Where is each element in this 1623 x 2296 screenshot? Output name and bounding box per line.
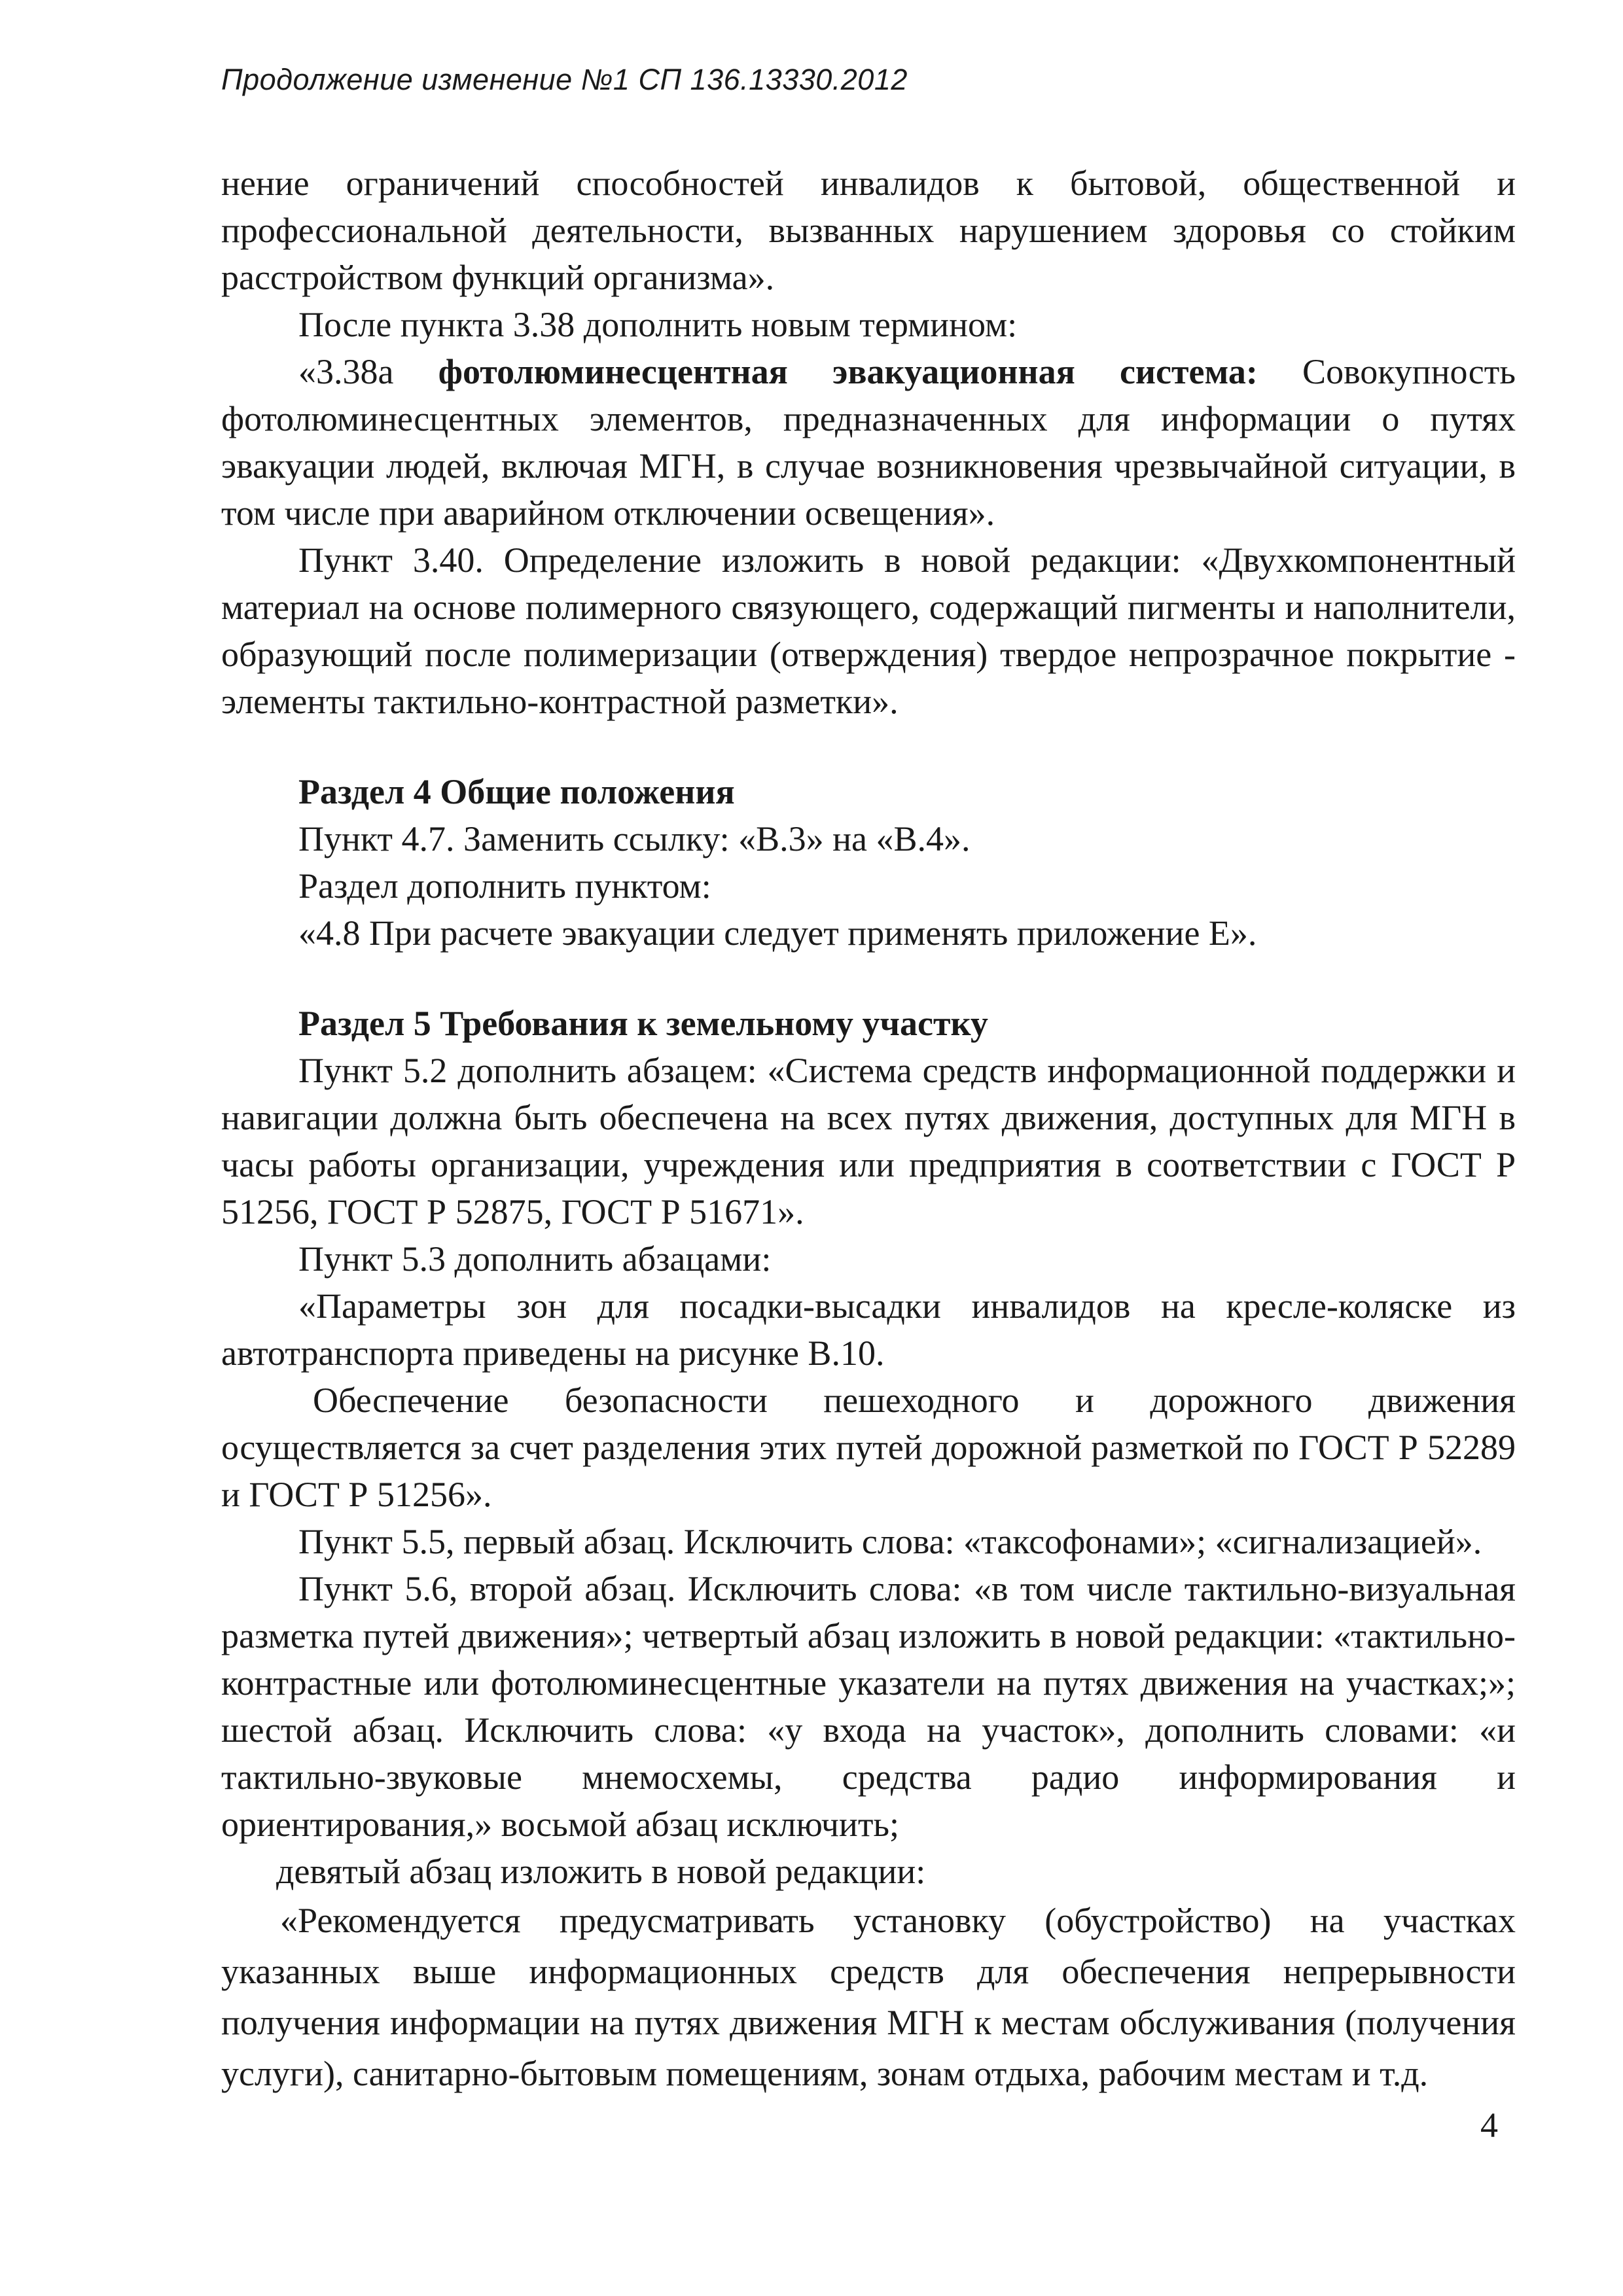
paragraph-continued: нение ограничений способностей инвалидов к бытовой, общественной и профессиональной деятельности, вызванных нарушением здоровья со стойким расстройством функций организма». — [221, 164, 1516, 297]
paragraph: Пункт 5.3 дополнить абзацами: — [298, 1239, 772, 1279]
term-prefix: «3.38а — [298, 352, 438, 391]
page-number: 4 — [1480, 2106, 1498, 2145]
paragraph: Пункт 5.2 дополнить абзацем: «Система средств информационной поддержки и навигации должна быть обеспечена на всех путях движения, доступных для МГН в часы работы организации, учреждения или предприятия в соответствии с ГОСТ Р 51256, ГОСТ Р 52875, ГОСТ Р 51671». — [221, 1051, 1516, 1231]
paragraph: Раздел дополнить пунктом: — [298, 866, 711, 906]
paragraph-term-definition — [221, 348, 1516, 537]
paragraph: девятый абзац изложить в новой редакции: — [276, 1852, 926, 1891]
paragraph: Пункт 3.40. Определение изложить в новой редакции: «Двухкомпонентный материал на основе полимерного связующего, содержащий пигменты и наполнители, образующий после полимеризации (отверждения) твердое непрозрачное покрытие - элементы тактильно-контрастной разметки». — [221, 540, 1516, 721]
paragraph: Пункт 4.7. Заменить ссылку: «В.3» на «В.4». — [298, 819, 971, 858]
paragraph: «Рекомендуется предусматривать установку (обустройство) на участках указанных выше информационных средств для обеспечения непрерывности получения информации на путях движения МГН к местам обслуживания (получения услуги), санитарно-бытовым помещениям, зонам отдыха, рабочим местам и т.д. — [221, 1901, 1516, 2093]
paragraph: «Параметры зон для посадки-высадки инвалидов на кресле-коляске из автотранспорта приведены на рисунке В.10. — [221, 1286, 1516, 1373]
section-heading: Раздел 4 Общие положения — [298, 772, 735, 811]
paragraph: После пункта 3.38 дополнить новым термином: — [298, 305, 1018, 344]
running-header: Продолжение изменение №1 СП 136.13330.2012 — [221, 63, 908, 96]
paragraph: Пункт 5.5, первый абзац. Исключить слова: «таксофонами»; «сигнализацией». — [298, 1522, 1482, 1561]
paragraph: Пункт 5.6, второй абзац. Исключить слова: «в том числе тактильно-визуальная разметка путей движения»; четвертый абзац изложить в новой редакции: «тактильно-контрастные или фотолюминесцентные указатели на путях движения на участках;»; шестой абзац. Исключить слова: «у входа на участок», дополнить словами: «и тактильно-звуковые мнемосхемы, средства радио информирования и ориентирования,» восьмой абзац исключить; — [221, 1569, 1516, 1844]
document-body — [221, 160, 1516, 2099]
term-definition: Совокупность фотолюминесцентных элементов, предназначенных для информации о путях эвакуации людей, включая МГН, в случае возникновения чрезвычайной ситуации, в том числе при аварийном отключении освещения». — [221, 352, 1516, 533]
term-name: фотолюминесцентная эвакуационная система: — [438, 352, 1258, 391]
section-heading: Раздел 5 Требования к земельному участку — [298, 1004, 988, 1043]
paragraph: «4.8 При расчете эвакуации следует применять приложение Е». — [298, 913, 1257, 953]
paragraph: Обеспечение безопасности пешеходного и дорожного движения осуществляется за счет разделения этих путей дорожной разметкой по ГОСТ Р 52289 и ГОСТ Р 51256». — [221, 1381, 1516, 1514]
